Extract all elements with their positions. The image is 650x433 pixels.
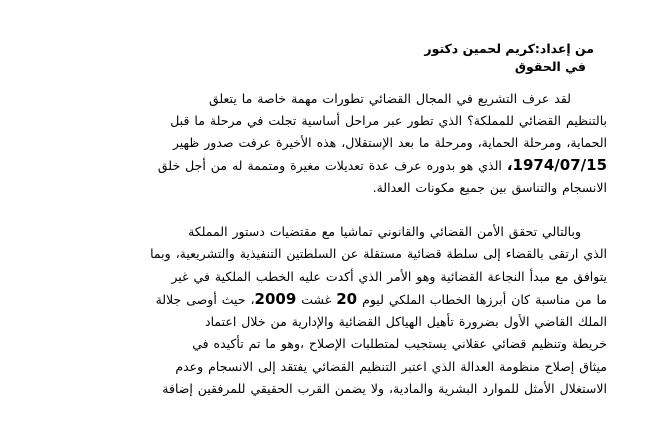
paragraph-1-line-1: لقد عرف التشريع في المجال القضائي تطورات مهمة خاصة ما يتعلق: [208, 91, 571, 106]
paragraph-2-line-4: [52, 288, 607, 311]
speech-day: 20: [336, 289, 358, 308]
paragraph-2-line-3: يتوافق مع مبدأ النجاعة القضائية وهو الأمر الذي أكدت عليه الخطب الملكية في غير: [171, 268, 607, 284]
decree-date: 1974/07/15،: [506, 156, 607, 174]
paragraph-2-line-1: وبالتالي تحقق الأمن القضائي والقانوني تماشيا مع مقتضيات دستور المملكة: [188, 224, 581, 239]
author-line: من إعداد:كريم لحمين دكتور: [424, 41, 594, 56]
paragraph-2-line-2: الذي ارتقى بالقضاء إلى سلطة قضائية مستقلة عن السلطتين التنفيذية والتشريعية، وبما: [150, 246, 607, 262]
paragraph-2-line-5: الملك القاضي الأول بضرورة تأهيل الهياكل القضائية والإدارية من خلال اعتماد: [205, 314, 607, 330]
paragraph-1-line-3: الحماية، ومرحلة الحماية، ومرحلة ما بعد الإستقلال، هذه الأخيرة عرفت صدور ظهير: [172, 135, 607, 150]
paragraph-2-line-4-tail: ، حيث أوصى جلالة: [155, 291, 255, 307]
paragraph-2-line-7: ميثاق إصلاح منظومة العدالة الذي اعتبر التنظيم القضائي يفتقد إلى الانسجام وعدم: [175, 358, 607, 374]
speech-month: غشت: [301, 291, 332, 307]
field-line: في الحقوق: [514, 59, 586, 74]
paragraph-1-line-5: الانسجام والتناسق بين جميع مكونات العدالة.: [372, 180, 607, 195]
paragraph-1-line-4: [52, 154, 607, 177]
paragraph-2-line-4-text: ما من مناسبة كان أبرزها الخطاب الملكي ليوم: [362, 291, 607, 307]
paragraph-2-line-8: الاستغلال الأمثل للموارد البشرية والمادية، ولا يضمن القرب الحقيقي للمرفقين إضافة: [162, 381, 607, 397]
paragraph-1-line-4-text: الذي هو بدوره عرف عدة تعديلات مغيرة ومتممة له من أجل خلق: [157, 158, 502, 173]
paragraph-2: [52, 221, 607, 400]
paragraph-1: [52, 88, 607, 199]
paragraph-2-line-6: خريطة وتنظيم قضائي عقلاني يستجيب لمتطلبات الإصلاح ،وهو ما تم تأكيده في: [192, 336, 607, 352]
document-header: [424, 40, 594, 76]
paragraph-1-line-2: بالتنظيم القضائي للمملكة؟ الذي تطور عبر مراحل أساسية تجلت في مرحلة ما قبل: [170, 113, 607, 128]
speech-year: 2009: [254, 289, 297, 308]
